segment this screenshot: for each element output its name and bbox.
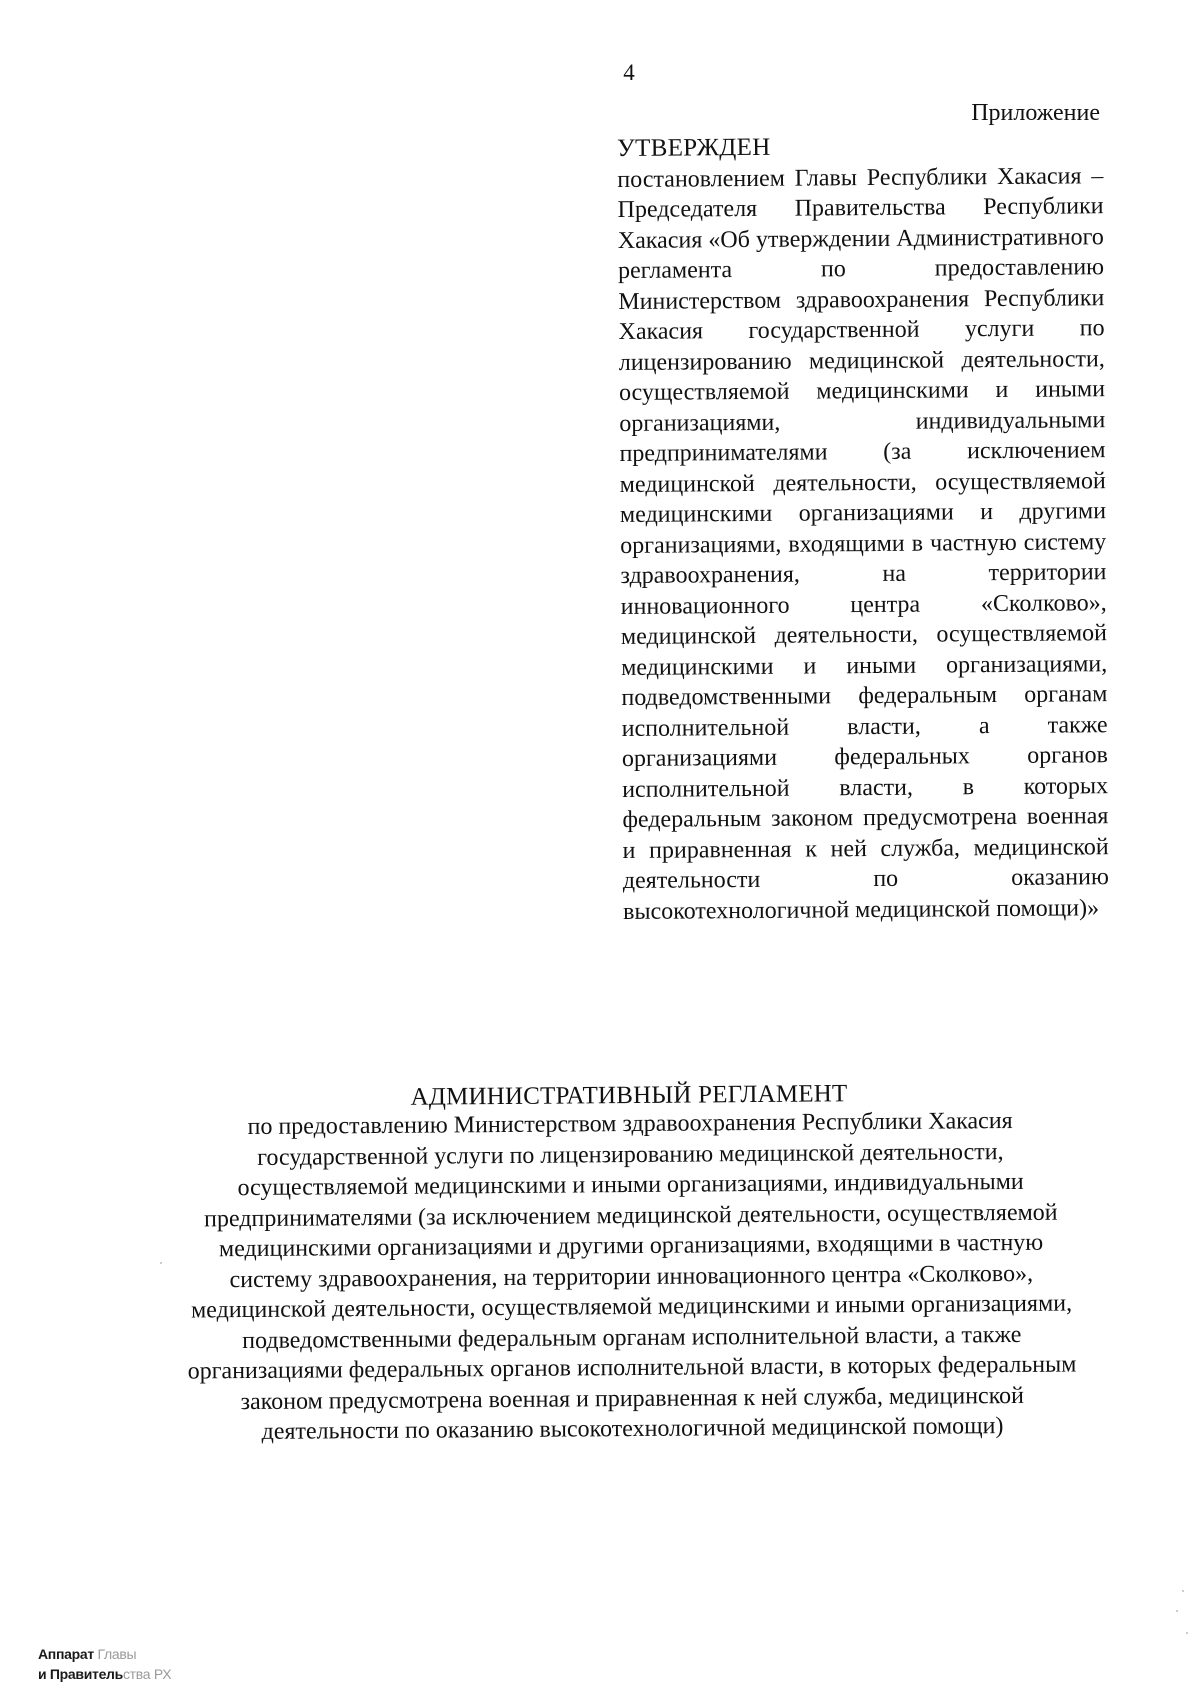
stamp-line-1: Аппарат Главы [38,1646,137,1662]
office-stamp [38,1644,171,1684]
page-number: 4 [623,60,635,85]
stamp-line-2: и Правительства РХ [38,1666,172,1682]
approval-text: постановлением Главы Республики Хакасия – Председателя Правительства Республики Хакасия «Об утверждении Административного регламента по предоставлению Министерством здравоохранения Республики Хакасия государственной услуги по лицензированию медицинской деятельности, осуществляемой медицинскими и иными организациями, индивидуальными предпринимателями (за исключением медицинской деятельности, осуществляемой медицинскими организациями и другими организациями, входящими в частную систему здравоохранения, на территории инновационного центра «Сколково», медицинской деятельности, осуществляемой медицинскими и иными организациями, подведомственными федеральным органам исполнительной власти, а также организациями федеральных органов исполнительной власти, в которых федеральным законом предусмотрена военная и приравненная к ней служба, медицинской деятельности по оказанию высокотехнологичной медицинской помощи)» [617,162,1109,925]
scan-speck [160,1262,162,1264]
scan-speck [1186,1632,1188,1634]
approval-heading: УТВЕРЖДЕН [617,133,771,162]
appendix-label: Приложение [971,100,1100,126]
regulation-subtitle: по предоставлению Министерством здравоохранения Республики Хакасия государственной услуги по лицензированию медицинской деятельности, осуществляемой медицинскими и иными организациями, индивидуальными предпринимателями (за исключением медицинской деятельности, осуществляемой медицинскими организациями и другими организациями, входящими в частную систему здравоохранения, на территории инновационного центра «Сколково», медицинской деятельности, осуществляемой медицинскими и иными организациями, подведомственными федеральным органам исполнительной власти, а также организациями федеральных органов исполнительной власти, в которых федеральным законом предусмотрена военная и приравненная к ней служба, медицинской деятельности по оказанию высокотехнологичной медицинской помощи) [187,1107,1077,1445]
scan-speck [1176,1610,1178,1612]
approval-block [617,130,1109,927]
regulation-title: АДМИНИСТРАТИВНЫЙ РЕГЛАМЕНТ [410,1080,848,1111]
scan-speck [1182,1590,1184,1592]
